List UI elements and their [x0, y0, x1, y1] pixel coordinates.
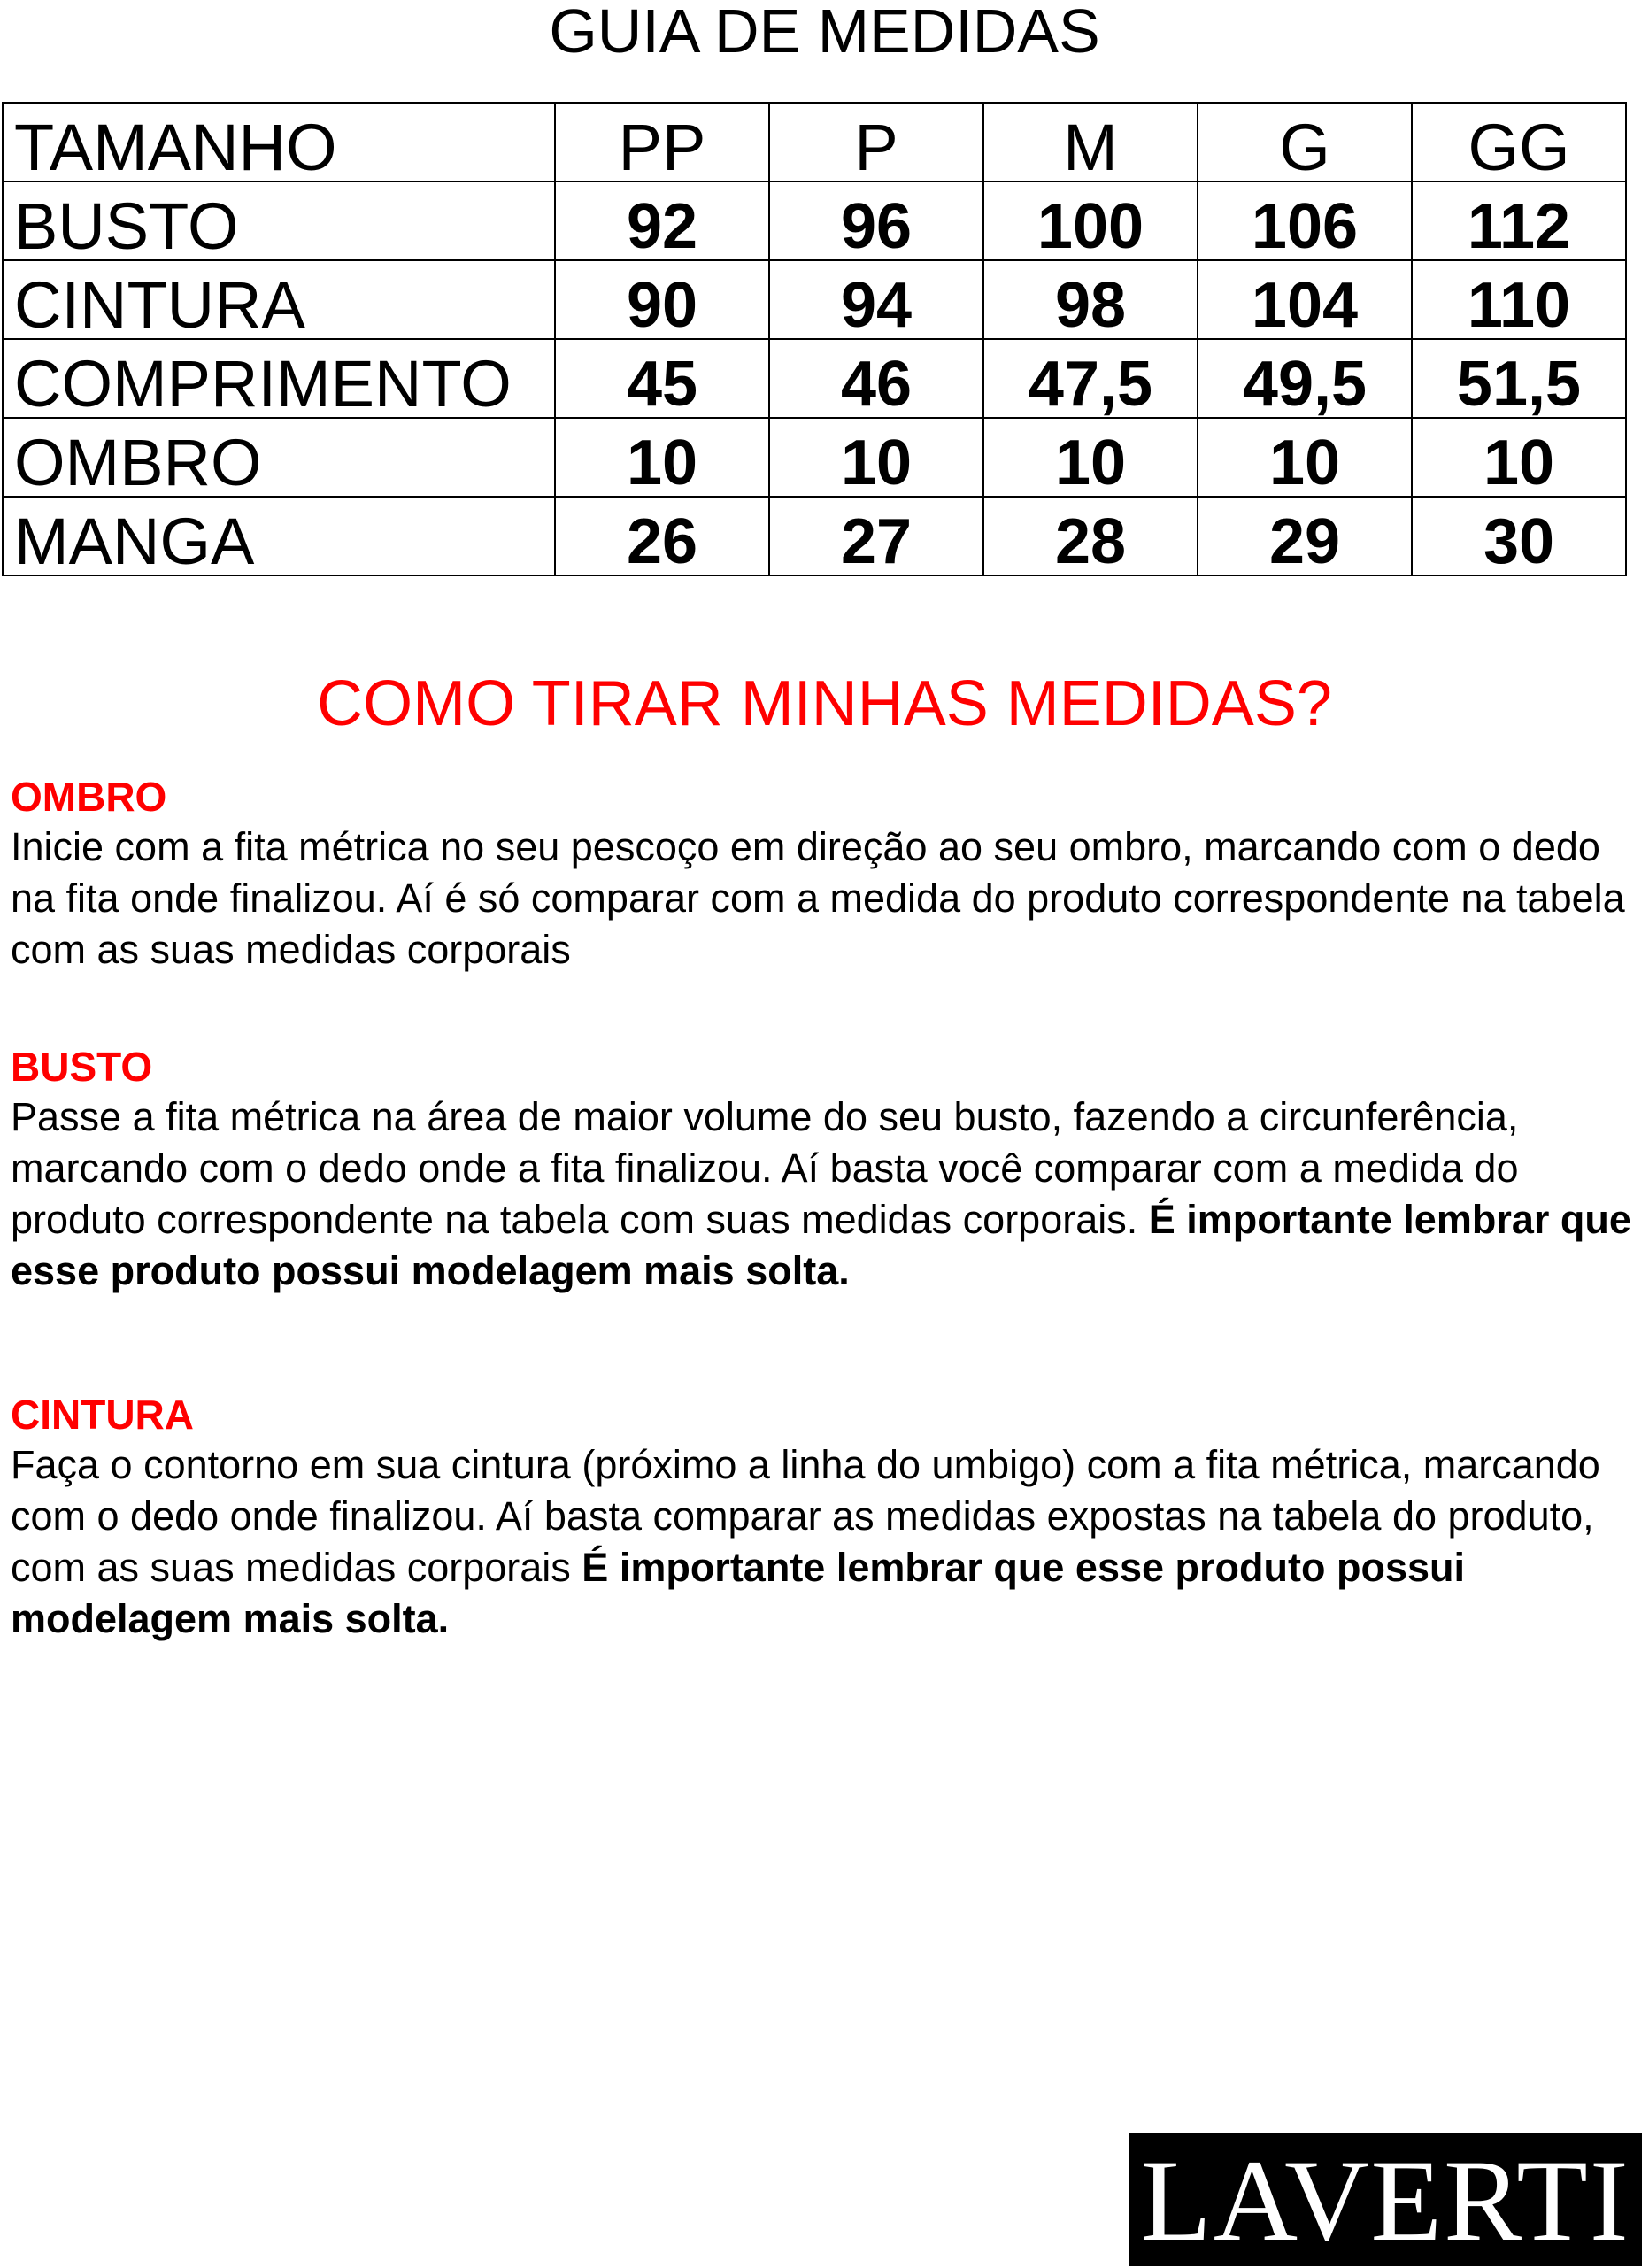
brand-logo: LAVERTI	[1129, 2133, 1642, 2266]
row-label: MANGA	[3, 497, 555, 575]
table-cell: 45	[555, 339, 769, 418]
column-header: G	[1198, 103, 1412, 181]
row-label: BUSTO	[3, 181, 555, 260]
section-busto	[11, 1042, 1644, 1297]
table-cell: 51,5	[1412, 339, 1626, 418]
section-body: Faça o contorno em sua cintura (próximo a linha do umbigo) com a fita métrica, marcando com o dedo onde finalizou. Aí basta comparar as medidas expostas na tabela do produto, com as suas medidas corporais	[11, 1442, 1600, 1590]
table-cell: 30	[1412, 497, 1626, 575]
table-cell: 112	[1412, 181, 1626, 260]
table-row	[3, 497, 1626, 575]
table-cell: 106	[1198, 181, 1412, 260]
table-cell: 104	[1198, 260, 1412, 339]
table-cell: 100	[983, 181, 1198, 260]
column-header: PP	[555, 103, 769, 181]
table-row	[3, 181, 1626, 260]
table-cell: 90	[555, 260, 769, 339]
table-cell: 110	[1412, 260, 1626, 339]
table-row	[3, 339, 1626, 418]
size-table	[2, 102, 1627, 576]
table-header-row	[3, 103, 1626, 181]
column-header: GG	[1412, 103, 1626, 181]
table-cell: 10	[555, 418, 769, 497]
table-cell: 94	[769, 260, 983, 339]
row-label: OMBRO	[3, 418, 555, 497]
section-heading: OMBRO	[11, 774, 167, 820]
section-body: Inicie com a fita métrica no seu pescoço em direção ao seu ombro, marcando com o dedo na fita onde finalizou. Aí é só comparar com a medida do produto correspondente na tabela com as suas medidas corporais	[11, 824, 1625, 972]
section-heading: BUSTO	[11, 1044, 153, 1090]
section-ombro	[11, 772, 1644, 976]
section-text	[11, 1439, 1644, 1645]
table-cell: 92	[555, 181, 769, 260]
section-heading: CINTURA	[11, 1392, 194, 1438]
table-cell: 46	[769, 339, 983, 418]
section-cintura	[11, 1390, 1644, 1645]
table-cell: 96	[769, 181, 983, 260]
table-cell: 26	[555, 497, 769, 575]
table-cell: 10	[1198, 418, 1412, 497]
table-cell: 28	[983, 497, 1198, 575]
table-cell: 10	[769, 418, 983, 497]
section-text	[11, 822, 1644, 976]
section-body: Passe a fita métrica na área de maior volume do seu busto, fazendo a circunferência, marcando com o dedo onde a fita finalizou. Aí basta você comparar com a medida do produto correspondente na tabela com suas medidas corporais.	[11, 1094, 1519, 1242]
table-cell: 27	[769, 497, 983, 575]
table-cell: 10	[983, 418, 1198, 497]
table-cell: 29	[1198, 497, 1412, 575]
table-row	[3, 418, 1626, 497]
section-note: É importante lembrar que esse produto possui modelagem mais solta.	[11, 1545, 1465, 1641]
section-note: É importante lembrar que esse produto possui modelagem mais solta.	[11, 1197, 1631, 1293]
how-to-measure-title: COMO TIRAR MINHAS MEDIDAS?	[317, 668, 1332, 739]
row-label: COMPRIMENTO	[3, 339, 555, 418]
section-text	[11, 1092, 1644, 1297]
row-label: CINTURA	[3, 260, 555, 339]
table-cell: 98	[983, 260, 1198, 339]
column-header: TAMANHO	[3, 103, 555, 181]
table-cell: 10	[1412, 418, 1626, 497]
column-header: M	[983, 103, 1198, 181]
page-title: GUIA DE MEDIDAS	[549, 0, 1100, 66]
table-cell: 47,5	[983, 339, 1198, 418]
column-header: P	[769, 103, 983, 181]
table-cell: 49,5	[1198, 339, 1412, 418]
table-row	[3, 260, 1626, 339]
